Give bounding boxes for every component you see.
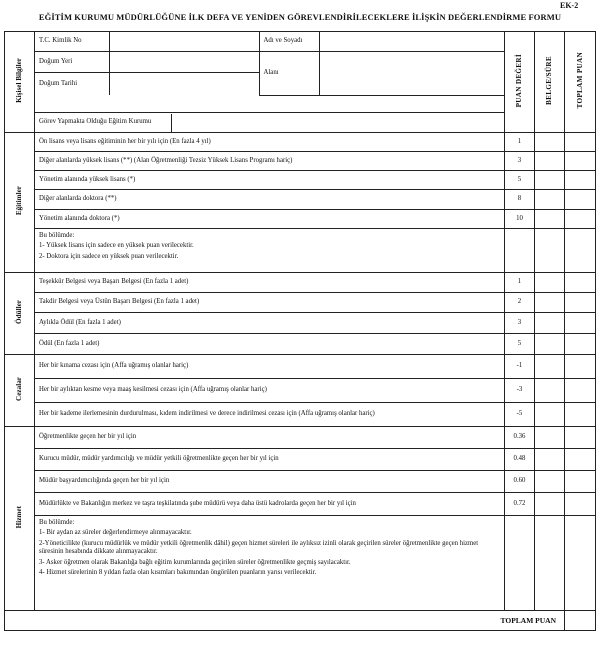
section-egitimler-label: Eğitimler bbox=[15, 186, 23, 216]
egitim-row-label: Yönetim alanında doktora (*) bbox=[35, 210, 505, 229]
odul-row-value: 3 bbox=[505, 313, 535, 334]
hizmet-note bbox=[35, 516, 505, 611]
kurum-grid bbox=[35, 114, 504, 132]
total-value-cell[interactable] bbox=[565, 611, 596, 631]
header-toplam-puan-label: TOPLAM PUAN bbox=[575, 52, 584, 109]
belge-cell[interactable] bbox=[535, 190, 565, 210]
hizmet-row-value: 0.72 bbox=[505, 493, 535, 516]
toplam-cell[interactable] bbox=[565, 493, 596, 516]
egitimler-note bbox=[35, 229, 505, 273]
alani-label: Alanı bbox=[259, 52, 319, 96]
odul-row-label: Teşekkür Belgesi veya Başarı Belgesi (En fazla 1 adet) bbox=[35, 273, 505, 293]
section-egitimler bbox=[5, 133, 35, 273]
hizmet-row-label: Müdür başyardımcılığında geçen her bir yıl için bbox=[35, 471, 505, 493]
header-belge-sure-label: BELGE/SÜRE bbox=[545, 55, 553, 105]
alani-field[interactable] bbox=[319, 52, 504, 96]
ceza-row-label: Her bir kınama cezası için (Affa uğramış olanlar hariç) bbox=[35, 355, 505, 379]
egitim-row-value: 10 bbox=[505, 210, 535, 229]
odul-row-label: Ödül (En fazla 1 adet) bbox=[35, 334, 505, 355]
evaluation-form bbox=[4, 31, 596, 631]
belge-cell[interactable] bbox=[535, 152, 565, 171]
toplam-cell[interactable] bbox=[565, 229, 596, 273]
belge-cell[interactable] bbox=[535, 471, 565, 493]
kurum-field[interactable] bbox=[171, 114, 504, 132]
dogum-yeri-field[interactable] bbox=[109, 52, 259, 73]
toplam-cell[interactable] bbox=[565, 171, 596, 190]
section-hizmet-label: Hizmet bbox=[15, 505, 23, 528]
odul-row-value: 1 bbox=[505, 273, 535, 293]
section-oduller bbox=[5, 273, 35, 355]
ceza-row-value: -1 bbox=[505, 355, 535, 379]
hizmet-note-title: Bu bölümde: bbox=[39, 519, 75, 526]
section-cezalar bbox=[5, 355, 35, 427]
toplam-cell[interactable] bbox=[565, 471, 596, 493]
toplam-cell[interactable] bbox=[565, 313, 596, 334]
odul-row-label: Aylıkla Ödül (En fazla 1 adet) bbox=[35, 313, 505, 334]
toplam-cell[interactable] bbox=[565, 449, 596, 471]
ceza-row-value: -3 bbox=[505, 379, 535, 403]
hizmet-note-item: 3- Asker öğretmen olarak Bakanlığa bağlı eğitim kurumlarında geçirilen süreler öğretmenlikte geçmiş sayılacaktır. bbox=[39, 558, 351, 566]
form-title: EĞİTİM KURUMU MÜDÜRLÜĞÜNE İLK DEFA VE YENİDEN GÖREVLENDİRİLECEKLERE İLİŞKİN DEĞERLENDİRME FORMU bbox=[38, 12, 562, 22]
egitimler-note-item: 1- Yüksek lisans için sadece en yüksek puan verilecektir. bbox=[39, 242, 194, 250]
hizmet-note-item: 2-Yöneticilikte (kurucu müdürlük ve müdür yetkili öğretmenlik dâhil) geçen hizmet süreleri ile aylıksız izinli olarak geçirilen süreler öğretmenlikte geçen hizmet süresinin hesabında dikkate alınmayacaktır. bbox=[39, 539, 479, 556]
belge-cell[interactable] bbox=[535, 427, 565, 449]
dogum-tarihi-field[interactable] bbox=[109, 73, 259, 96]
header-belge-sure bbox=[535, 32, 565, 133]
ad-soyad-field[interactable] bbox=[319, 32, 504, 52]
ceza-row-label: Her bir kademe ilerlemesinin durdurulması, kıdem indirilmesi ve derece indirilmesi cezası için (Affa uğramış olanlar hariç) bbox=[35, 403, 505, 427]
egitim-row-label: Ön lisans veya lisans eğitiminin her bir yılı için (En fazla 4 yıl) bbox=[35, 133, 505, 152]
toplam-cell[interactable] bbox=[565, 355, 596, 379]
egitimler-note-item: 2- Doktora için sadece en yüksek puan verilecektir. bbox=[39, 252, 179, 260]
belge-cell[interactable] bbox=[535, 133, 565, 152]
kurum-row bbox=[35, 113, 505, 133]
belge-cell[interactable] bbox=[535, 516, 565, 611]
belge-cell[interactable] bbox=[535, 171, 565, 190]
belge-cell[interactable] bbox=[535, 493, 565, 516]
egitim-row-value: 3 bbox=[505, 152, 535, 171]
egitim-row-label: Yönetim alanında yüksek lisans (*) bbox=[35, 171, 505, 190]
hizmet-row-label: Kurucu müdür, müdür yardımcılığı ve müdür yetkili öğretmenlikte geçen her bir yıl için bbox=[35, 449, 505, 471]
egitim-row-label: Diğer alanlarda yüksek lisans (**) (Alan Öğretmenliği Tezsiz Yüksek Lisans Programı hariç) bbox=[35, 152, 505, 171]
hizmet-note-item: 4- Hizmet sürelerinin 8 yıldan fazla olan kısımları bakımından öngörülen puanların yarısı verilecektir. bbox=[39, 569, 317, 577]
egitim-row-value: 8 bbox=[505, 190, 535, 210]
personal-info-block bbox=[35, 32, 505, 113]
belge-cell[interactable] bbox=[535, 379, 565, 403]
hizmet-row-label: Öğretmenlikte geçen her bir yıl için bbox=[35, 427, 505, 449]
egitimler-note-title: Bu bölümde: bbox=[39, 232, 75, 239]
ceza-row-label: Her bir aylıktan kesme veya maaş kesilmesi cezası için (Affa uğramış olanlar hariç) bbox=[35, 379, 505, 403]
hizmet-row-value: 0.36 bbox=[505, 427, 535, 449]
toplam-cell[interactable] bbox=[565, 403, 596, 427]
egitim-row-value: 1 bbox=[505, 133, 535, 152]
header-toplam-puan bbox=[565, 32, 596, 133]
toplam-cell[interactable] bbox=[565, 133, 596, 152]
toplam-cell[interactable] bbox=[565, 516, 596, 611]
personal-info-grid bbox=[35, 32, 504, 96]
section-oduller-label: Ödüller bbox=[15, 299, 23, 324]
kurum-label: Görev Yapmakta Olduğu Eğitim Kurumu bbox=[35, 114, 171, 132]
ad-soyad-label: Adı ve Soyadı bbox=[259, 32, 319, 52]
belge-cell[interactable] bbox=[535, 313, 565, 334]
empty-value-cell bbox=[505, 229, 535, 273]
hizmet-note-item: 1- Bir aydan az süreler değerlendirmeye alınmayacaktır. bbox=[39, 529, 192, 537]
toplam-cell[interactable] bbox=[565, 210, 596, 229]
section-hizmet bbox=[5, 427, 35, 611]
form-code: EK-2 bbox=[560, 1, 579, 10]
hizmet-row-label: Müdürlükte ve Bakanlığın merkez ve taşra teşkilatında şube müdürü veya daha üstü kadrolarda geçen her bir yıl için bbox=[35, 493, 505, 516]
header-puan-degeri bbox=[505, 32, 535, 133]
odul-row-value: 2 bbox=[505, 293, 535, 313]
belge-cell[interactable] bbox=[535, 355, 565, 379]
toplam-cell[interactable] bbox=[565, 273, 596, 293]
egitim-row-label: Diğer alanlarda doktora (**) bbox=[35, 190, 505, 210]
hizmet-row-value: 0.48 bbox=[505, 449, 535, 471]
odul-row-value: 5 bbox=[505, 334, 535, 355]
toplam-cell[interactable] bbox=[565, 152, 596, 171]
section-kisisel-label: Kişisel Bilgiler bbox=[15, 57, 23, 103]
total-label: TOPLAM PUAN bbox=[5, 611, 565, 631]
header-puan-degeri-label: PUAN DEĞERİ bbox=[515, 53, 523, 107]
toplam-cell[interactable] bbox=[565, 190, 596, 210]
belge-cell[interactable] bbox=[535, 449, 565, 471]
tc-field[interactable] bbox=[109, 32, 259, 52]
odul-row-label: Takdir Belgesi veya Üstün Başarı Belgesi (En fazla 1 adet) bbox=[35, 293, 505, 313]
egitim-row-value: 5 bbox=[505, 171, 535, 190]
section-cezalar-label: Cezalar bbox=[15, 376, 23, 401]
section-kisisel bbox=[5, 32, 35, 133]
belge-cell[interactable] bbox=[535, 334, 565, 355]
belge-cell[interactable] bbox=[535, 273, 565, 293]
toplam-cell[interactable] bbox=[565, 379, 596, 403]
tc-label: T.C. Kimlik No bbox=[35, 32, 109, 52]
toplam-cell[interactable] bbox=[565, 334, 596, 355]
dogum-tarihi-label: Doğum Tarihi bbox=[35, 73, 109, 96]
empty-value-cell bbox=[505, 516, 535, 611]
dogum-yeri-label: Doğum Yeri bbox=[35, 52, 109, 73]
belge-cell[interactable] bbox=[535, 403, 565, 427]
toplam-cell[interactable] bbox=[565, 293, 596, 313]
belge-cell[interactable] bbox=[535, 210, 565, 229]
toplam-cell[interactable] bbox=[565, 427, 596, 449]
belge-cell[interactable] bbox=[535, 293, 565, 313]
ceza-row-value: -5 bbox=[505, 403, 535, 427]
hizmet-row-value: 0.60 bbox=[505, 471, 535, 493]
belge-cell[interactable] bbox=[535, 229, 565, 273]
